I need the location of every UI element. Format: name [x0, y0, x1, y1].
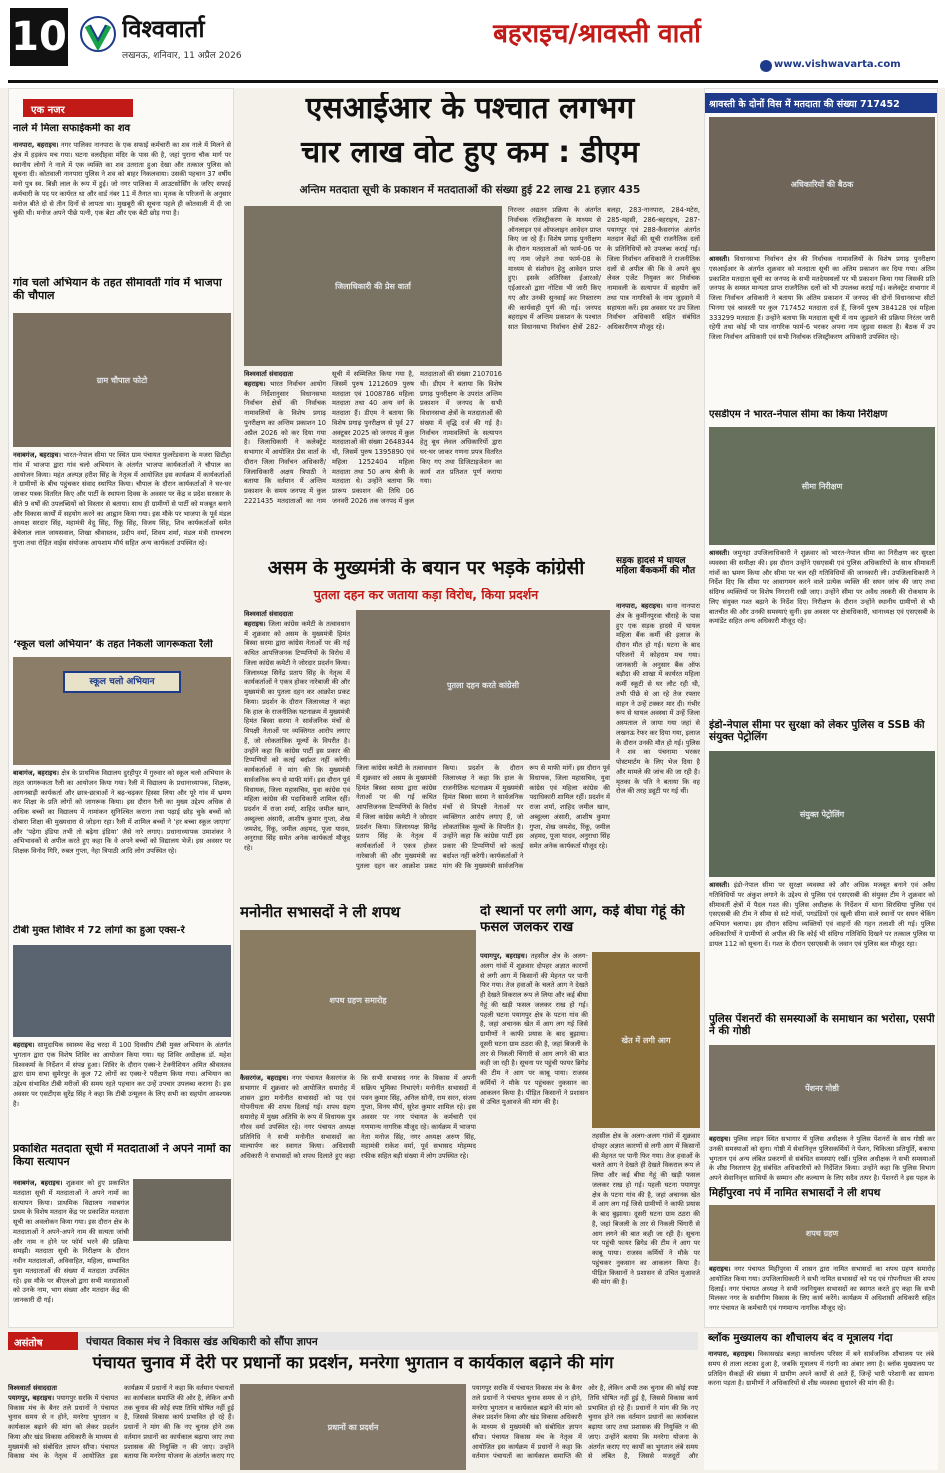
headline: ‘स्कूल चलो अभियान’ के तहत निकली जागरूकता रैली	[13, 639, 213, 650]
right-column	[704, 88, 938, 1328]
headline: असम के मुख्यमंत्री के बयान पर भड़के कांग्रेसी	[267, 558, 585, 579]
article-body: नवाबगंज, बहराइच। शुक्रवार को हुए प्रकाशित मतदाता सूची में मतदाताओं ने अपने नामों का सत्यापन किया। प्राथमिक विद्यालय नवाबगंज प्रथम के विशेष मतदान केंद्र पर प्रकाशित मतदाता सूची का अवलोकन किया गया। इस दौरान क्षेत्र के मतदाताओं ने अपने-अपने नाम की सत्यता जांची और नाम न होने पर फॉर्म भरने की प्रक्रिया समझी। मतदाता सूची के निरीक्षण के दौरान नवीन मतदाताओं, अविवाहित, महिला, सम्भावित युवा मतदाताओं की संख्या में मतदाता उपस्थित रहे। इस मौके पर बीएलओ द्वारा सभी मतदाताओं को उनके नाम, भाग संख्या और मतदान केंद्र की जानकारी दी गई।	[13, 1179, 129, 1304]
headline: नाले में मिला सफाईकर्मी का शव	[13, 123, 131, 134]
kicker-headline: पंचायत विकास मंच ने विकास खंड अधिकारी को सौंपा ज्ञापन	[78, 1332, 698, 1350]
subhead: पुतला दहन कर जताया कड़ा विरोध, किया प्रदर्शन	[313, 588, 539, 602]
article-body: नवाबगंज, बहराइच। भारत-नेपाल सीमा पर स्थित ग्राम पंचायत फुलरेंडवाना के मजरा छिटीहा गांव में भाजपा द्वारा गांव चलो अभियान के अंतर्गत भाजपा कार्यकर्ताओं ने चौपाल का आयोजन किया। महंत अल्पज्ञ हरीश सिंह के नेतृत्व में आयोजित इस कार्यक्रम में कार्यकर्ताओं ने ग्रामीणों के बीच पहुंचकर संवाद स्थापित किया। चौपाल के दौरान कार्यकर्ताओं ने घर-घर जाकर पत्रक वितरित किए और पार्टी के स्थापना दिवस के अवसर पर केंद्र व प्रदेश सरकार के बीते 9 वर्षों की उपलब्धियों को विस्तार से बताया। साथ ही ग्रामीणों से पार्टी को मजबूत बनाने और विकास कार्यों में सहयोग करने का आह्वान किया गया। इस मौके पर भाजपा के पूर्व मंडल अध्यक्ष सरदार सिंह, महामंत्री वेदु सिंह, रिंकू सिंह, विजय सिंह, शिव कार्यकर्ताओं समेत बेचेलाल लाल जायसवाल, शिखा श्रीवास्तव, प्रदीप वर्मा, शिवम शर्मा, मंडल मंत्री रामचरण गुप्ता तथा रोहित वाईस संयोजक आयशाम मौर्य सहित अन्य कार्यकर्ता उपस्थित रहे।	[13, 451, 231, 547]
photo	[133, 1179, 231, 1241]
headline: एसडीएम ने भारत-नेपाल सीमा का किया निरीक्षण	[709, 409, 888, 420]
photo: ग्राम चौपाल फोटो	[13, 313, 231, 447]
globe-icon	[760, 60, 772, 72]
headline: दो स्थानों पर लगी आग, कई बीघा गेहूं की फसल जलकर राख	[480, 904, 685, 935]
article-body: बहराइच। सामुदायिक स्वास्थ्य केंद्र चरदा में 100 दिवसीय टीबी मुक्त अभियान के अंतर्गत भुगतान द्वारा एक विशेष शिविर का आयोजन किया गया। यह शिविर अधीक्षक डॉ. महेश विश्वकर्मा के निर्देशन में संपन्न हुआ। शिविर के दौरान एक्स-रे टेक्नीशियन अमित श्रीवास्तव द्वारा ग्राम सभा सुमेरपुर के कुल 72 लोगों का एक्स-रे परीक्षण किया गया। अभियान का उद्देश्य संभावित टीबी मरीजों की समय रहते पहचान कर उन्हें उपचार उपलब्ध कराना है। इस अवसर पर एसटीएस सुरेंद्र सिंह ने कहा कि टीबी उन्मूलन के लिए सभी का सहयोग आवश्यक है।	[13, 1041, 231, 1108]
article-body: पयागपुर, बहराइच। तहसील क्षेत्र के अलग-अलग गांवों में शुक्रवार दोपहर अज्ञात कारणों से लगी आग में किसानों की मेहनत पर पानी फिर गया। तेज हवाओं के चलते आग ने देखते ही देखते विकराल रूप ले लिया और कई बीघा गेहूं की खड़ी फसल जलकर राख हो गई। पहली घटना पयागपुर क्षेत्र के पटना गांव की है, जहां अचानक खेत में आग लग गई जिसे ग्रामीणों ने काफी प्रयास के बाद बुझाया। दूसरी घटना ग्राम ठठरा की है, जहां बिजली के तार से निकली चिंगारी से आग लगने की बात कही जा रही है। सूचना पर पहुंची फायर ब्रिगेड की टीम ने आग पर काबू पाया। राजस्व कर्मियों ने मौके पर पहुंचकर नुकसान का आकलन किया है। पीड़ित किसानों ने प्रशासन से उचित मुआवजे की मांग की है।	[480, 952, 588, 1107]
article-body: बाबागंज, बहराइच। क्षेत्र के प्राथमिक विद्यालय दुरहीपुर में गुरुवार को स्कूल चलो अभियान के तहत जागरूकता रैली का आयोजन किया गया। रैली में विद्यालय के प्रधानाध्यापक, शिक्षक, आगनबाड़ी कार्यकर्ता और छात्र-छात्राओं ने बढ़-चढ़कर हिस्सा लिया और पूरे गांव में भ्रमण कर शिक्षा के प्रति लोगों को जागरूक किया। इस दौरान रैली का मुख्य उद्देश्य अधिक से अधिक बच्चों का विद्यालय में नामांकन सुनिश्चित कराना तथा पढ़ाई छोड़ चुके बच्चों को दोबारा शिक्षा की मुख्यधारा से जोड़ना रहा। रैली में शामिल बच्चों ने ‘हर बच्चा स्कूल जाएगा’ और ‘पढ़ेगा इंडिया तभी तो बढ़ेगा इंडिया’ जैसे नारे लगाए। प्रधानाध्यापक उमाशंकर ने अभिभावकों से अपील करते हुए कहा कि वे अपने बच्चों को विद्यालय भेजें। इस अवसर पर शिक्षक विनोद गिरि, रुबल गुप्ता, नेहा त्रिपाठी आदि लोग उपस्थित रहे।	[13, 769, 231, 855]
headline: पुलिस पेंशनरों की समस्याओं के समाधान का भरोसा, एसपी ने की गोष्ठी	[709, 1013, 935, 1038]
photo	[13, 945, 231, 1037]
website-link[interactable]: www.vishwavarta.com	[774, 59, 901, 70]
ek-nazar-label: एक नजर	[23, 99, 133, 117]
article-body: नानपारा, बहराइच। नगर पालिका नानपारा के एक सफाई कर्मचारी का शव नाले में मिलने से क्षेत्र में हड़कंप मच गया। घटना वलदीहवा मंदिर के पास की है, जहां पुराना चौक मार्ग पर स्थानीय लोगों ने नाले में एक व्यक्ति का शव उतराता हुआ देखा और तत्काल पुलिस को सूचना दी। कोतवाली नानपारा पुलिस ने शव को बाहर निकलवाया। उसकी पहचान 37 वर्षीय मनो पुत्र स्व. बिन्नी लाल के रूप में हुई। जो नगर पालिका में आउटसोर्सिंग के जरिए सफाई कर्मचारी के पद पर कार्यरत था और वार्ड नंबर 11 में तैनात था। मृतक के परिजनों के अनुसार मनोज बीते दो से तीन दिनों से लापता था। मुखबूरी की सूचना पहले ही कोतवाली में दी जा चुकी थी। मनोज अपने पीछे पत्नी, एक बेटा और एक बेटी छोड़ गया है।	[13, 141, 231, 218]
accident-story	[616, 556, 700, 900]
article-body: श्रावस्ती। जमुनहा उपजिलाधिकारी ने शुक्रवार को भारत-नेपाल सीमा का निरीक्षण कर सुरक्षा व्यवस्था की समीक्षा की। इस दौरान उन्होंने एसएसबी एवं पुलिस अधिकारियों के साथ सीमावर्ती गांवों का भ्रमण किया और सीमा पर चल रही गतिविधियों की जानकारी ली। उपजिलाधिकारी ने निर्देश दिए कि सीमा पर आवागमन करने वाले प्रत्येक व्यक्ति की सघन जांच की जाए तथा संदिग्ध व्यक्तियों पर विशेष निगरानी रखी जाए। उन्होंने सीमा पर अवैध तस्करी की रोकथाम के लिए संयुक्त गश्त बढ़ाने के निर्देश दिए। निरीक्षण के दौरान उन्होंने स्थानीय ग्रामीणों से भी बातचीत की और उनकी समस्याएं सुनीं। इस अवसर पर क्षेत्राधिकारी, थानाध्यक्ष एवं एसएसबी के कमांडेंट सहित अन्य अधिकारी मौजूद रहे।	[709, 549, 935, 626]
photo: पेंशनर गोष्ठी	[709, 1045, 935, 1131]
article-body-col1: विश्ववार्ता संवाददाता बहराइच। जिला कांग्रेस कमेटी के तत्वावधान में शुक्रवार को असम के मुख्यमंत्री हिमंत बिस्वा सरमा द्वारा कांग्रेस नेताओं पर की गई कथित आपत्तिजनक टिप्पणियों के विरोध में जिला कांग्रेस कमेटी ने जोरदार प्रदर्शन किया। जिलाध्यक्ष सिनेंद्र प्रताप सिंह के नेतृत्व में कार्यकर्ताओं ने एकत्र होकर नारेबाजी की और मुख्यमंत्री का पुतला दहन कर आक्रोश प्रकट किया। प्रदर्शन के दौरान जिलाध्यक्ष ने कहा कि हाल के राजनीतिक घटनाक्रम में मुख्यमंत्री हिमंत बिस्वा सरमा ने सार्वजनिक मंचों से विपक्षी नेताओं पर व्यक्तिगत आरोप लगाए हैं, जो लोकतांत्रिक मूल्यों के विपरीत है। उन्होंने कहा कि कांग्रेस पार्टी इस प्रकार की टिप्पणियों को कतई बर्दाश्त नहीं करेगी। कार्यकर्ताओं ने मांग की कि मुख्यमंत्री सार्वजनिक रूप से माफी मांगें। इस दौरान पूर्व विधायक, जिला महासचिव, युवा कांग्रेस एवं महिला कांग्रेस की पदाधिकारी शामिल रहीं। प्रदर्शन में राजा शर्मा, शाहिद जमील खान, अब्दुल्ला अंसारी, आशीष कुमार गुप्ता, शेख जमशेद, रिंकू, जमील अहमद, पूजा यादव, अनुराधा सिंह समेत अनेक कार्यकर्ता मौजूद रहे।	[244, 610, 350, 852]
article-body-col1: विश्ववार्ता संवाददाता पयागपुर, बहराइच। पयागपुर सरकि में पंचायत विकास मंच के बैनर तले प्रधानों ने पंचायत चुनाव समय से न होने, मनरेगा भुगतान व कार्यकाल बढ़ाने की मांग को लेकर प्रदर्शन किया और खंड विकास अधिकारी के माध्यम से मुख्यमंत्री को संबोधित ज्ञापन सौंपा। पंचायत विकास मंच के नेतृत्व में आयोजित इस कार्यक्रम में प्रधानों ने कहा कि वर्तमान पंचायतों का कार्यकाल समाप्ति की ओर है, लेकिन अभी तक चुनाव की कोई स्पष्ट तिथि घोषित नहीं हुई है, जिससे विकास कार्य प्रभावित हो रहे हैं। प्रधानों ने मांग की कि नए चुनाव होने तक वर्तमान प्रधानों का कार्यकाल बढ़ाया जाए तथा प्रशासक की नियुक्ति न की जाए। उन्होंने बताया कि मनरेगा योजना के अंतर्गत कराए गए	[8, 1384, 234, 1461]
headline: टीबी मुक्त शिविर में 72 लोगों का हुआ एक्स-रे	[13, 925, 185, 936]
bottom-headline: पंचायत चुनाव में देरी पर प्रधानों का प्रदर्शन, मनरेगा भुगतान व कार्यकाल बढ़ाने की मांग	[92, 1354, 614, 1372]
masthead-rule	[8, 80, 938, 83]
photo: प्रधानों का प्रदर्शन	[240, 1384, 466, 1470]
headline: श्रावस्ती के दोनों विस में मतदाता की संख्या 717452	[705, 93, 938, 113]
masthead	[0, 0, 945, 88]
edition-line: लखनऊ, शनिवार, 11 अप्रैल 2026	[122, 51, 242, 61]
article-body: श्रावस्ती। विधानसभा निर्वाचन क्षेत्र की निर्वाचक नामावलियों के विशेष प्रगाढ़ पुनरीक्षण एसआईआर के अंतर्गत शुक्रवार को मतदाता सूची का अंतिम प्रकाशन कर दिया गया। अंतिम प्रकाशित मतदाता सूची का जनपद के सभी मतदेयस्थलों पर भी प्रकाशन किया गया जिसकी प्रति जनपद के समस्त मान्यता प्राप्त राजनैतिक दलों को भी उपलब्ध कराई गई। कलेक्ट्रेट सभागार में जिला निर्वाचन अधिकारी ने बताया कि अंतिम प्रकाशन में जनपद की दोनों विधानसभा सीटों भिनगा एवं श्रावस्ती पर कुल 717452 मतदाता दर्ज हैं, जिनमें पुरुष 384128 एवं महिला 333299 मतदाता हैं। उन्होंने बताया कि मतदाता सूची में नाम जुड़वाने की प्रक्रिया निरंतर जारी रहेगी तथा कोई भी पात्र नागरिक फार्म-6 भरकर अपना नाम जुड़वा सकता है। बैठक में उप जिला निर्वाचन अधिकारी एवं सभी निर्वाचक रजिस्ट्रीकरण अधिकारी उपस्थित रहे।	[709, 255, 935, 341]
nominated-story	[240, 900, 476, 1330]
lead-subhead: अन्तिम मतदाता सूची के प्रकाशन में मतदाताओं की संख्या हुई 22 लाख 21 हज़ार 435	[299, 184, 641, 196]
headline: मिहींपुरवा नपं में नामित सभासदों ने ली शपथ	[709, 1187, 881, 1199]
article-body: नानपारा, बहराइच। थाना नानपारा क्षेत्र के कुर्मीनपुरवा चौराहे के पास हुए एक सड़क हादसे में घायल महिला बैंक कर्मी की इलाज के दौरान मौत हो गई। घटना के बाद परिजनों में कोहराम मच गया। जानकारी के अनुसार बैंक ऑफ बड़ौदा की शाखा में कार्यरत महिला कर्मी स्कूटी से घर लौट रही थी, तभी पीछे से आ रहे तेज रफ्तार वाहन ने उन्हें टक्कर मार दी। गंभीर रूप से घायल अवस्था में उन्हें जिला अस्पताल ले जाया गया जहां से लखनऊ रेफर कर दिया गया, इलाज के दौरान उनकी मौत हो गई। पुलिस ने शव का पंचनामा भरकर पोस्टमार्टम के लिए भेज दिया है और मामले की जांच की जा रही है। मृतका के पति ने बताया कि वह रोज की तरह ड्यूटी पर गई थीं।	[616, 602, 700, 796]
headline: सड़क हादसे में घायल महिला बैंककर्मी की मौत	[616, 556, 696, 577]
lead-headline-line1: एसआईआर के पश्चात लगभग	[305, 92, 635, 126]
article-body: कैसरगंज, बहराइच। नगर पंचायत कैसरगंज के सभागार में शुक्रवार को आयोजित समारोह में शासन द्वारा मनोनीत सभासदों को पद एवं गोपनीयता की शपथ दिलाई गई। शपथ ग्रहण समारोह में मुख्य अतिथि के रूप में विधायक पुत्र गौरव वर्मा उपस्थित रहे। नगर पंचायत अध्यक्ष प्रतिनिधि ने सभी मनोनीत सभासदों का माल्यार्पण कर स्वागत किया। अधिशासी अधिकारी ने सभासदों को शपथ दिलाते हुए कहा कि सभी सभासद नगर के विकास में अपनी सक्रिय भूमिका निभाएंगे। मनोनीत सभासदों में पवन कुमार सिंह, अनिल सोनी, राम सरन, संजय गुप्ता, विनय मौर्य, सुरेश कुमार शामिल रहे। इस अवसर पर नगर पंचायत के कर्मचारी एवं गणमान्य नागरिक मौजूद रहे। कार्यक्रम में भाजपा नेता मनोज सिंह, नगर अध्यक्ष अरुण सिंह, महामंत्री राकेश वर्मा, पूर्व सभासद मोहम्मद रफीक सहित बड़ी संख्या में लोग उपस्थित रहे।	[240, 1074, 476, 1160]
rally-banner: स्कूल चलो अभियान	[63, 671, 181, 693]
headline: गांव चलो अभियान के तहत सीमावर्ती गांव में भाजपा की चौपाल	[13, 277, 222, 302]
fire-story	[480, 900, 700, 1330]
left-column	[8, 88, 234, 1328]
lead-headline-line2: चार लाख वोट हुए कम : डीएम	[301, 136, 639, 170]
kicker-label: असंतोष	[8, 1332, 78, 1350]
lead-photo: जिलाधिकारी की प्रेस वार्ता	[244, 206, 502, 366]
paper-name[interactable]: विश्ववार्ता	[122, 15, 205, 42]
section-title: बहराइच/श्रावस्ती वार्ता	[493, 19, 701, 49]
page-number: 10	[10, 8, 68, 66]
article-body: बहराइच। पुलिस लाइन स्थित सभागार में पुलिस अधीक्षक ने पुलिस पेंशनरों के साथ गोष्ठी कर उनकी समस्याओं को सुना। गोष्ठी में सेवानिवृत्त पुलिसकर्मियों ने पेंशन, चिकित्सा प्रतिपूर्ति, बकाया भुगतान एवं अन्य लंबित प्रकरणों से संबंधित समस्याएं रखीं। पुलिस अधीक्षक ने सभी समस्याओं के शीघ्र निस्तारण हेतु संबंधित अधिकारियों को निर्देशित किया। उन्होंने कहा कि पुलिस विभाग अपने सेवानिवृत्त साथियों के सम्मान और कल्याण के लिए सदैव तत्पर है। पेंशनरों ने इस पहल के	[709, 1135, 935, 1182]
photo: संयुक्त पेट्रोलिंग	[709, 751, 935, 877]
article-body-col2: जिला कांग्रेस कमेटी के तत्वावधान में शुक्रवार को असम के मुख्यमंत्री हिमंत बिस्वा सरमा द्वारा कांग्रेस नेताओं पर की गई कथित आपत्तिजनक टिप्पणियों के विरोध में जिला कांग्रेस कमेटी ने जोरदार प्रदर्शन किया। जिलाध्यक्ष सिनेंद्र प्रताप सिंह के नेतृत्व में कार्यकर्ताओं ने एकत्र होकर नारेबाजी की और मुख्यमंत्री का पुतला दहन कर आक्रोश प्रकट किया। प्रदर्शन के दौरान जिलाध्यक्ष ने कहा कि हाल के राजनीतिक घटनाक्रम में मुख्यमंत्री हिमंत बिस्वा सरमा ने सार्वजनिक मंचों से विपक्षी नेताओं पर व्यक्तिगत आरोप लगाए हैं, जो लोकतांत्रिक मूल्यों के विपरीत है। उन्होंने कहा कि कांग्रेस पार्टी इस प्रकार की टिप्पणियों को कतई बर्दाश्त नहीं करेगी। कार्यकर्ताओं ने मांग की कि मुख्यमंत्री सार्वजनिक रूप से माफी मांगें। इस दौरान पूर्व विधायक, जिला महासचिव, युवा कांग्रेस एवं महिला कांग्रेस की पदाधिकारी शामिल रहीं। प्रदर्शन में राजा शर्मा, शाहिद जमील खान, अब्दुल्ला अंसारी, आशीष कुमार गुप्ता, शेख जमशेद, रिंकू, जमील अहमद, पूजा यादव, अनुराधा सिंह समेत अनेक कार्यकर्ता मौजूद रहे।	[356, 764, 610, 870]
bottom-story	[8, 1332, 698, 1470]
assam-story	[240, 558, 612, 900]
lead-story	[240, 88, 700, 558]
article-body-col2: पयागपुर सरकि में पंचायत विकास मंच के बैनर तले प्रधानों ने पंचायत चुनाव समय से न होने, मनरेगा भुगतान व कार्यकाल बढ़ाने की मांग को लेकर प्रदर्शन किया और खंड विकास अधिकारी के माध्यम से मुख्यमंत्री को संबोधित ज्ञापन सौंपा। पंचायत विकास मंच के नेतृत्व में आयोजित इस कार्यक्रम में प्रधानों ने कहा कि वर्तमान पंचायतों का कार्यकाल समाप्ति की ओर है, लेकिन अभी तक चुनाव की कोई स्पष्ट तिथि घोषित नहीं हुई है, जिससे विकास कार्य प्रभावित हो रहे हैं। प्रधानों ने मांग की कि नए चुनाव होने तक वर्तमान प्रधानों का कार्यकाल बढ़ाया जाए तथा प्रशासक की नियुक्ति न की जाए। उन्होंने बताया कि मनरेगा योजना के अंतर्गत कराए गए कार्यों का भुगतान लंबे समय से लंबित है, जिससे मजदूरों और	[472, 1384, 698, 1461]
article-body: बहराइच। नगर पंचायत मिहींपुरवा में शासन द्वारा नामित सभासदों का शपथ ग्रहण समारोह आयोजित किया गया। उपजिलाधिकारी ने सभी नामित सभासदों को पद एवं गोपनीयता की शपथ दिलाई। नगर पंचायत अध्यक्ष ने सभी नवनियुक्त सभासदों का स्वागत करते हुए कहा कि सभी मिलकर नगर के सर्वांगीण विकास के लिए कार्य करेंगे। कार्यक्रम में अधिशासी अधिकारी सहित नगर पंचायत के कर्मचारी एवं गणमान्य नागरिक मौजूद रहे।	[709, 1265, 935, 1312]
lead-body-continued: निरन्तर अद्यतन प्रक्रिया के अंतर्गत निर्वाचक रजिस्ट्रीकरण के माध्यम से ऑनलाइन एवं ऑफलाइन आवेदन प्राप्त किए जा रहे हैं। विशेष प्रगाढ़ पुनरीक्षण के दौरान मतदाताओं को फार्म-06 पर नए नाम जोड़ने तथा फार्म-08 के माध्यम से संशोधन हेतु आवेदन प्राप्त हुए। इसके अतिरिक्त ईआरओ/एईआरओ द्वारा नोटिस भी जारी किए गए और उनकी सुनवाई कर निस्तारण की कार्यवाही पूर्ण की गई। जनपद बहराइच में अन्तिम प्रकाशन के पश्चात सात विधानसभा निर्वाचन क्षेत्रों 282-बलहा, 283-नानपारा, 284-मटेरा, 285-महसी, 286-बहराइच, 287-पयागपुर एवं 288-कैसरगंज अंतर्गत मतदान केंद्रों की सूची राजनैतिक दलों के प्रतिनिधियों को उपलब्ध कराई गई। जिला निर्वाचन अधिकारी ने राजनीतिक दलों से अपील की कि वे अपने बूथ लेवल एजेंट नियुक्त कर निर्वाचक नामावली के सत्यापन में सहयोग करें तथा पात्र नागरिकों के नाम जुड़वाने में सहायता करें। इस अवसर पर उप जिला निर्वाचन अधिकारी सहित संबंधित अधिकारीगण मौजूद रहे।	[508, 206, 700, 331]
photo: शपथ ग्रहण समारोह	[240, 930, 476, 1070]
photo: शपथ ग्रहण	[709, 1205, 935, 1261]
headline: ब्लॉक मुख्यालय का शौचालय बंद व मूत्रालय गंदा	[708, 1332, 893, 1344]
article-body: श्रावस्ती। इंडो-नेपाल सीमा पर सुरक्षा व्यवस्था को और अधिक मजबूत बनाने एवं अवैध गतिविधियों पर अंकुश लगाने के उद्देश्य से पुलिस एवं एसएसबी की संयुक्त टीम ने शुक्रवार को सीमावर्ती क्षेत्रों में पैदल गश्त की। पुलिस अधीक्षक के निर्देशन में थाना सिरसिया पुलिस एवं एसएसबी की टीम ने सीमा से सटे गांवों, पगडंडियों एवं खुली सीमा वाले स्थानों पर सघन चेकिंग अभियान चलाया। इस दौरान संदिग्ध व्यक्तियों एवं वाहनों की गहन तलाशी ली गई। पुलिस अधिकारियों ने ग्रामीणों से अपील की कि कोई भी संदिग्ध गतिविधि दिखने पर तत्काल पुलिस या डायल 112 को सूचना दें। गश्त के दौरान एसएसबी के जवान एवं पुलिस बल मौजूद रहा।	[709, 881, 935, 948]
lead-body: विश्ववार्ता संवाददाता बहराइच। भारत निर्वाचन आयोग के निर्देशानुसार विधानसभा निर्वाचन क्षेत्रों की निर्वाचक नामावलियों के विशेष प्रगाढ़ पुनरीक्षण का अन्तिम प्रकाशन 10 अप्रैल 2026 को कर दिया गया है। जिलाधिकारी ने कलेक्ट्रेट सभागार में आयोजित प्रेस वार्ता के दौरान जिला निर्वाचन अधिकारी/जिलाधिकारी अक्षय त्रिपाठी ने बताया कि वर्तमान में अन्तिम प्रकाशन के समय जनपद में कुल 2221435 मतदाताओं का नाम सूची में सम्मिलित किया गया है, जिसमें पुरुष 1212609 पुरुष मतदाता एवं 1008786 महिला मतदाता तथा 40 अन्य वर्ग के मतदाता हैं। डीएम ने बताया कि विशेष प्रगाढ़ पुनरीक्षण से पूर्व 27 अक्टूबर 2025 को जनपद में कुल मतदाताओं की संख्या 2648344 थी, जिसमें पुरुष 1395890 एवं महिला 1252404 महिला मतदाता तथा 50 अन्य श्रेणी के मतदाता थे। उन्होंने बताया कि प्रारूप प्रकाशन की तिथि 06 जनवरी 2026 तक जनपद में कुल मतदाताओं की संख्या 2107016 थी। डीएम ने बताया कि विशेष प्रगाढ़ पुनरीक्षण के उपरांत अन्तिम प्रकाशन में जनपद के सभी विधानसभा क्षेत्रों के मतदाताओं की संख्या में वृद्धि दर्ज की गई है। निर्वाचन नामावलियों के सत्यापन हेतु बूथ लेवल अधिकारियों द्वारा घर-घर जाकर गणना प्रपत्र वितरित किए गए तथा डिजिटाइजेशन का कार्य शत प्रतिशत पूर्ण कराया गया।	[244, 370, 502, 505]
right-bottom-story	[704, 1332, 938, 1470]
photo	[13, 657, 231, 765]
logo-mark	[80, 16, 116, 52]
dateline: नानपारा, बहराइच।	[13, 141, 59, 149]
headline: मनोनीत सभासदों ने ली शपथ	[240, 904, 401, 921]
byline: विश्ववार्ता संवाददाता	[244, 370, 293, 378]
headline: इंडो-नेपाल सीमा पर सुरक्षा को लेकर पुलिस व SSB की संयुक्त पेट्रोलिंग	[709, 719, 925, 744]
headline: प्रकाशित मतदाता सूची में मतदाताओं ने अपने नामों का किया सत्यापन	[13, 1143, 231, 1168]
photo: अधिकारियों की बैठक	[709, 117, 935, 251]
article-body-cont: तहसील क्षेत्र के अलग-अलग गांवों में शुक्रवार दोपहर अज्ञात कारणों से लगी आग में किसानों की मेहनत पर पानी फिर गया। तेज हवाओं के चलते आग ने देखते ही देखते विकराल रूप ले लिया और कई बीघा गेहूं की खड़ी फसल जलकर राख हो गई। पहली घटना पयागपुर क्षेत्र के पटना गांव की है, जहां अचानक खेत में आग लग गई जिसे ग्रामीणों ने काफी प्रयास के बाद बुझाया। दूसरी घटना ग्राम ठठरा की है, जहां बिजली के तार से निकली चिंगारी से आग लगने की बात कही जा रही है। सूचना पर पहुंची फायर ब्रिगेड की टीम ने आग पर काबू पाया। राजस्व कर्मियों ने मौके पर पहुंचकर नुकसान का आकलन किया है। पीड़ित किसानों ने प्रशासन से उचित मुआवजे की मांग की है।	[592, 1132, 700, 1286]
photo: पुतला दहन करते कांग्रेसी	[356, 610, 610, 760]
article-body: नानपारा, बहराइच। विकासखंड बलहा कार्यालय परिसर में बने सार्वजनिक शौचालय पर लंबे समय से ताला लटका हुआ है, जबकि मूत्रालय में गंदगी का अंबार लगा है। ब्लॉक मुख्यालय पर प्रतिदिन सैकड़ों की संख्या में ग्रामीण अपने कार्यों से आते हैं, जिन्हें भारी परेशानी का सामना करना पड़ता है। ग्रामीणों ने अधिकारियों से शीघ्र व्यवस्था सुधारने की मांग की है।	[708, 1350, 934, 1388]
photo: सीमा निरीक्षण	[709, 427, 935, 545]
photo: खेत में लगी आग	[592, 952, 700, 1128]
